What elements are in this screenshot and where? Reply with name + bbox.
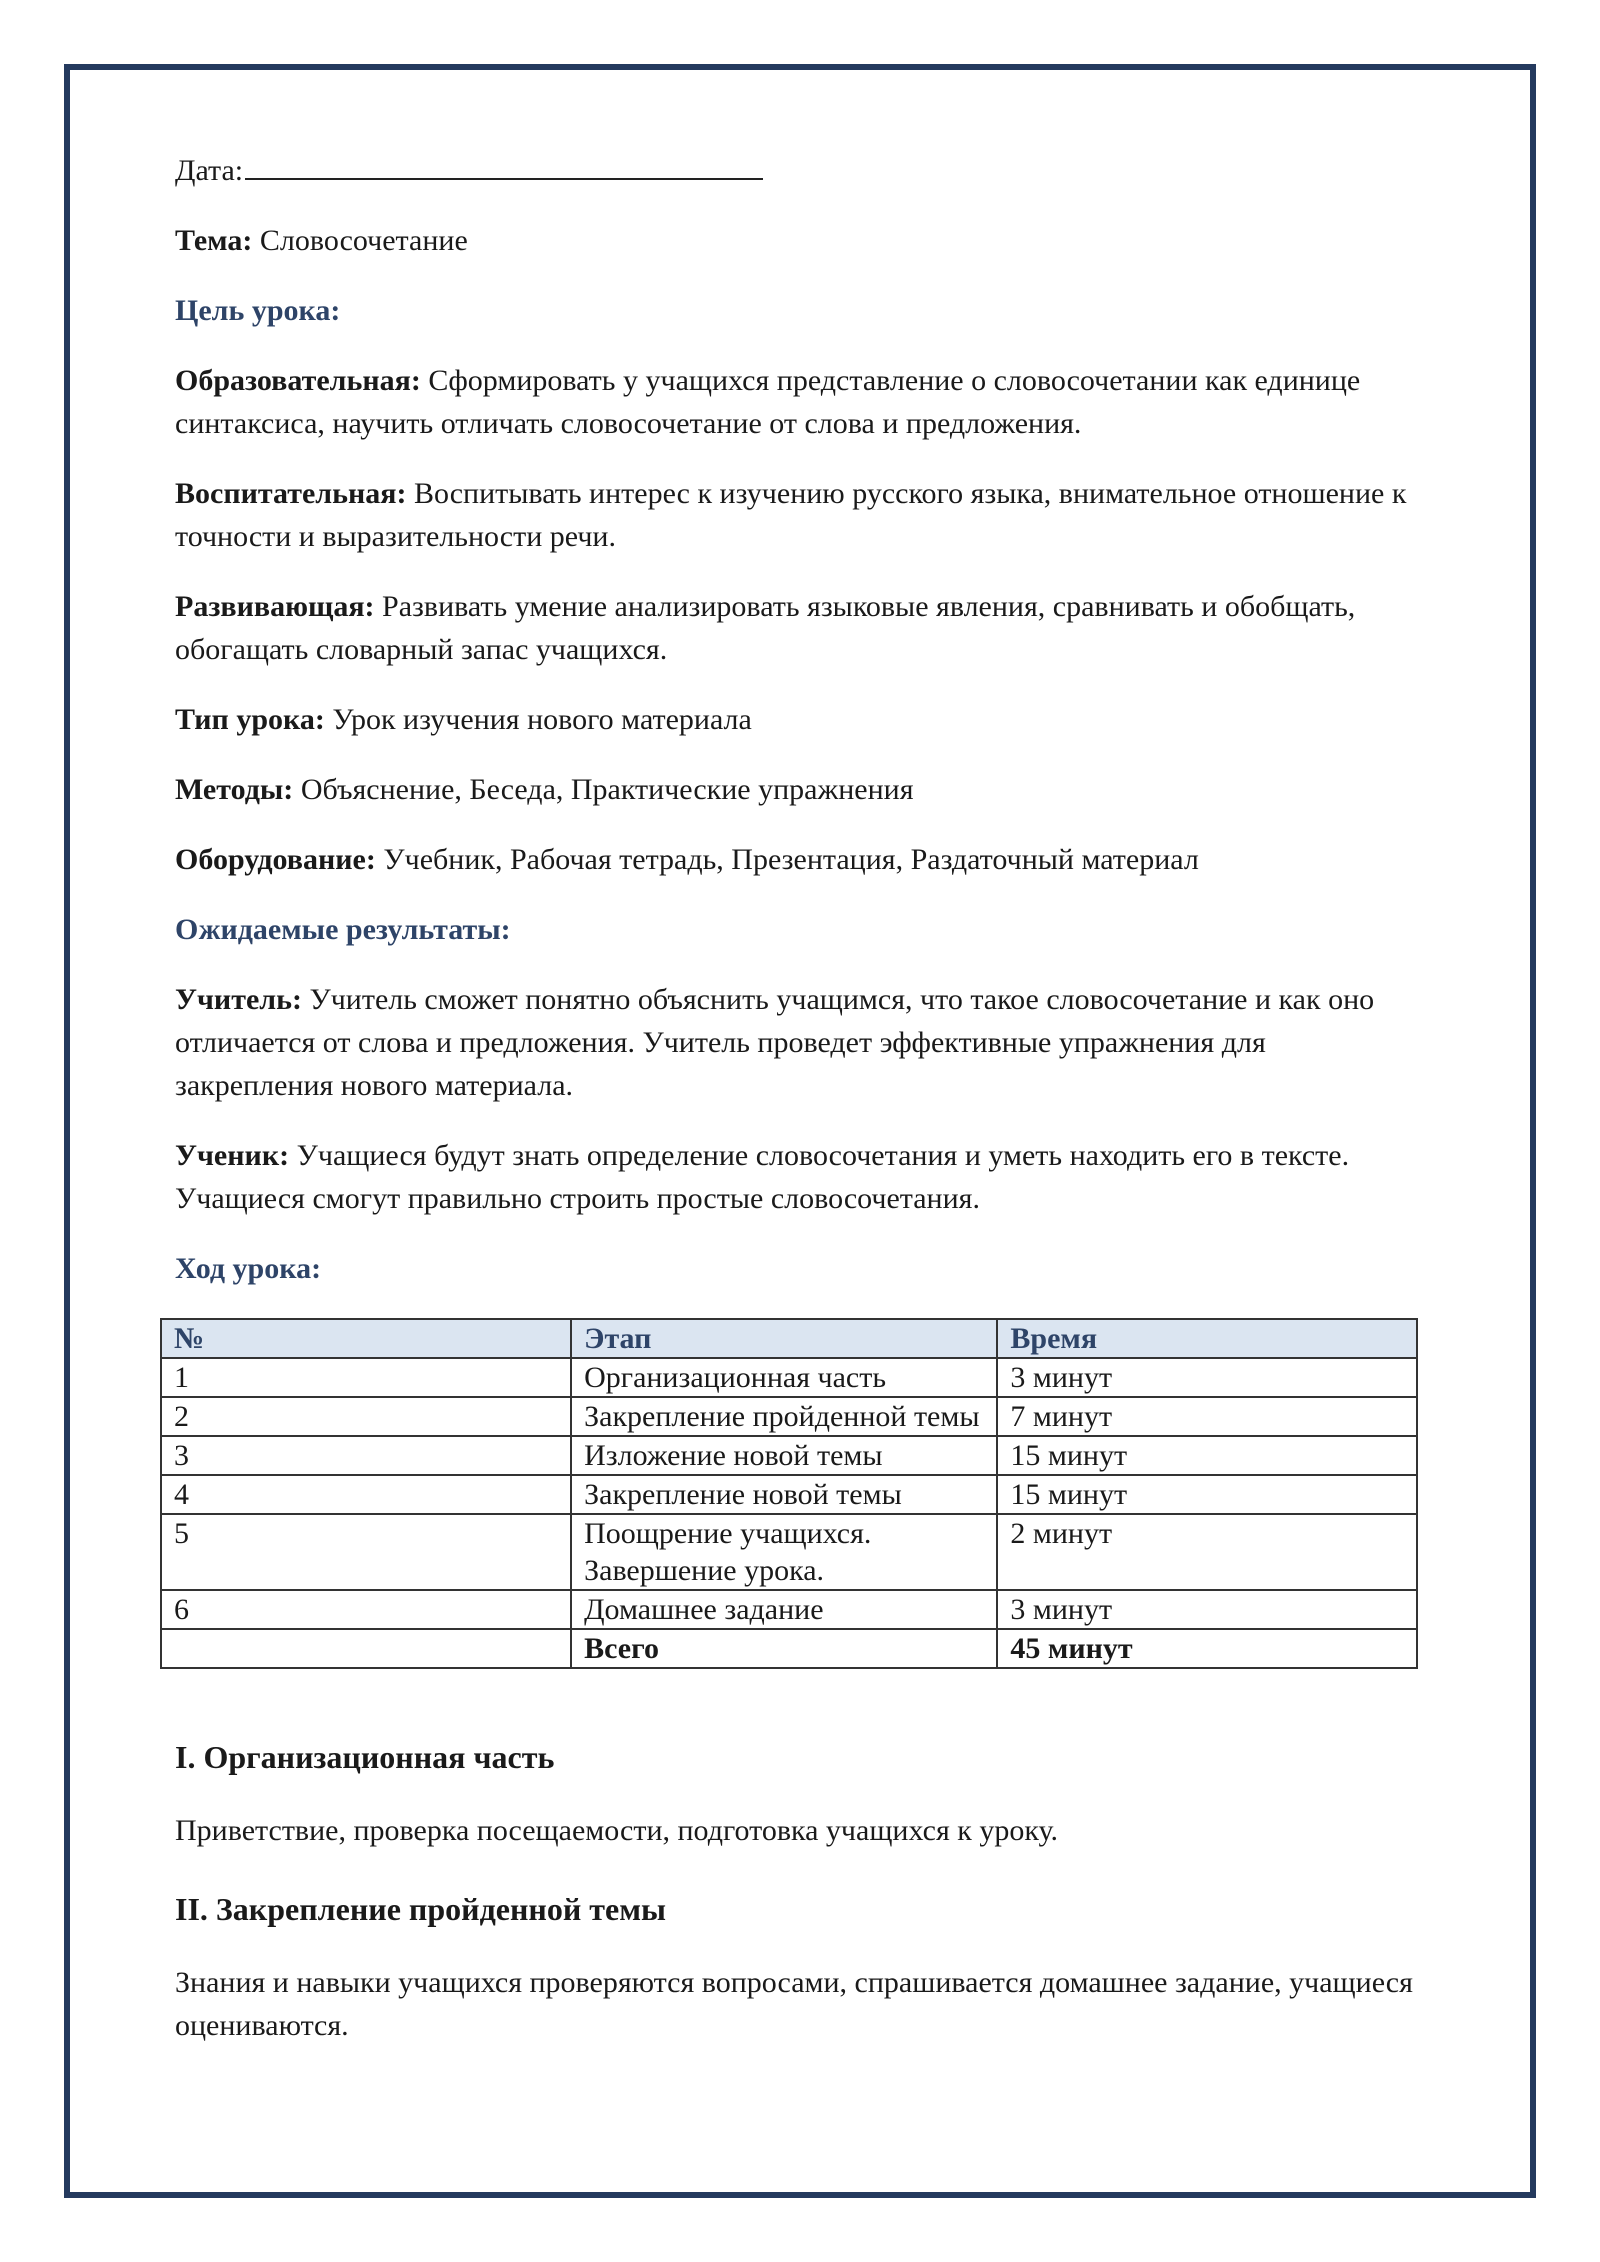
upbringing-goal (175, 472, 1425, 558)
equipment-label: Оборудование: (175, 843, 376, 876)
section-heading-organizational: I. Организационная часть (175, 1739, 555, 1775)
cell-time: 15 минут (997, 1475, 1417, 1514)
equipment-value: Учебник, Рабочая тетрадь, Презентация, Раздаточный материал (375, 843, 1199, 876)
goal-heading: Цель урока: (175, 294, 341, 327)
cell-time: 7 минут (997, 1397, 1417, 1436)
cell-stage: Организационная часть (571, 1358, 997, 1397)
developing-label: Развивающая: (175, 590, 375, 623)
lesson-type-label: Тип урока: (175, 703, 325, 736)
cell-time: 3 минут (997, 1358, 1417, 1397)
lesson-sections (175, 1736, 1425, 2083)
table-row (161, 1590, 1417, 1629)
methods-value: Объяснение, Беседа, Практические упражнения (293, 773, 914, 806)
table-row (161, 1436, 1417, 1475)
teacher-label: Учитель: (175, 983, 302, 1016)
methods (175, 768, 1425, 811)
developing-goal (175, 585, 1425, 671)
table-total-row (161, 1629, 1417, 1668)
cell-number: 3 (161, 1436, 571, 1475)
topic-line (175, 219, 1425, 262)
lesson-type (175, 698, 1425, 741)
upbringing-label: Воспитательная: (175, 477, 407, 510)
educational-label: Образовательная: (175, 364, 421, 397)
cell-empty (161, 1629, 571, 1668)
student-result (175, 1134, 1425, 1220)
cell-number: 2 (161, 1397, 571, 1436)
developing-text: Развивать умение анализировать языковые явления, сравнивать и обобщать, обогащать словарный запас учащихся. (175, 590, 1356, 666)
cell-stage: Закрепление новой темы (571, 1475, 997, 1514)
date-line (175, 148, 1425, 192)
cell-stage: Поощрение учащихся. Завершение урока. (571, 1514, 997, 1590)
cell-stage: Изложение новой темы (571, 1436, 997, 1475)
section-text-organizational: Приветствие, проверка посещаемости, подготовка учащихся к уроку. (175, 1814, 1058, 1847)
results-heading: Ожидаемые результаты: (175, 913, 511, 946)
table-header-row (161, 1319, 1417, 1358)
date-label: Дата: (175, 154, 244, 187)
column-header-time: Время (997, 1319, 1417, 1358)
total-label: Всего (571, 1629, 997, 1668)
equipment (175, 838, 1425, 881)
teacher-text: Учитель сможет понятно объяснить учащимся, что такое словосочетание и как оно отличается от слова и предложения. Учитель проведет эффективные упражнения для закрепления нового материала. (175, 983, 1375, 1102)
table-row (161, 1514, 1417, 1590)
cell-time: 3 минут (997, 1590, 1417, 1629)
educational-goal (175, 359, 1425, 445)
cell-stage: Домашнее задание (571, 1590, 997, 1629)
cell-number: 1 (161, 1358, 571, 1397)
student-label: Ученик: (175, 1139, 290, 1172)
methods-label: Методы: (175, 773, 294, 806)
upbringing-text: Воспитывать интерес к изучению русского языка, внимательное отношение к точности и выразительности речи. (175, 477, 1407, 553)
section-text-review: Знания и навыки учащихся проверяются вопросами, спрашивается домашнее задание, учащиеся оцениваются. (175, 1966, 1413, 2042)
course-heading: Ход урока: (175, 1252, 322, 1285)
cell-time: 2 минут (997, 1514, 1417, 1590)
table-row (161, 1358, 1417, 1397)
topic-value: Словосочетание (252, 224, 468, 257)
lesson-schedule-table (160, 1318, 1418, 1669)
teacher-result (175, 978, 1425, 1107)
table-row (161, 1397, 1417, 1436)
table-row (161, 1475, 1417, 1514)
topic-label: Тема: (175, 224, 253, 257)
column-header-stage: Этап (571, 1319, 997, 1358)
lesson-type-value: Урок изучения нового материала (324, 703, 752, 736)
educational-text: Сформировать у учащихся представление о словосочетании как единице синтаксиса, научить отличать словосочетание от слова и предложения. (175, 364, 1361, 440)
cell-time: 15 минут (997, 1436, 1417, 1475)
student-text: Учащиеся будут знать определение словосочетания и уметь находить его в тексте. Учащиеся смогут правильно строить простые словосочетания. (175, 1139, 1350, 1215)
date-blank (245, 148, 763, 180)
total-value: 45 минут (997, 1629, 1417, 1668)
section-heading-review: II. Закрепление пройденной темы (175, 1891, 666, 1927)
column-header-number: № (161, 1319, 571, 1358)
cell-stage: Закрепление пройденной темы (571, 1397, 997, 1436)
cell-number: 6 (161, 1590, 571, 1629)
cell-number: 4 (161, 1475, 571, 1514)
lesson-plan-body (175, 148, 1425, 1317)
cell-number: 5 (161, 1514, 571, 1590)
